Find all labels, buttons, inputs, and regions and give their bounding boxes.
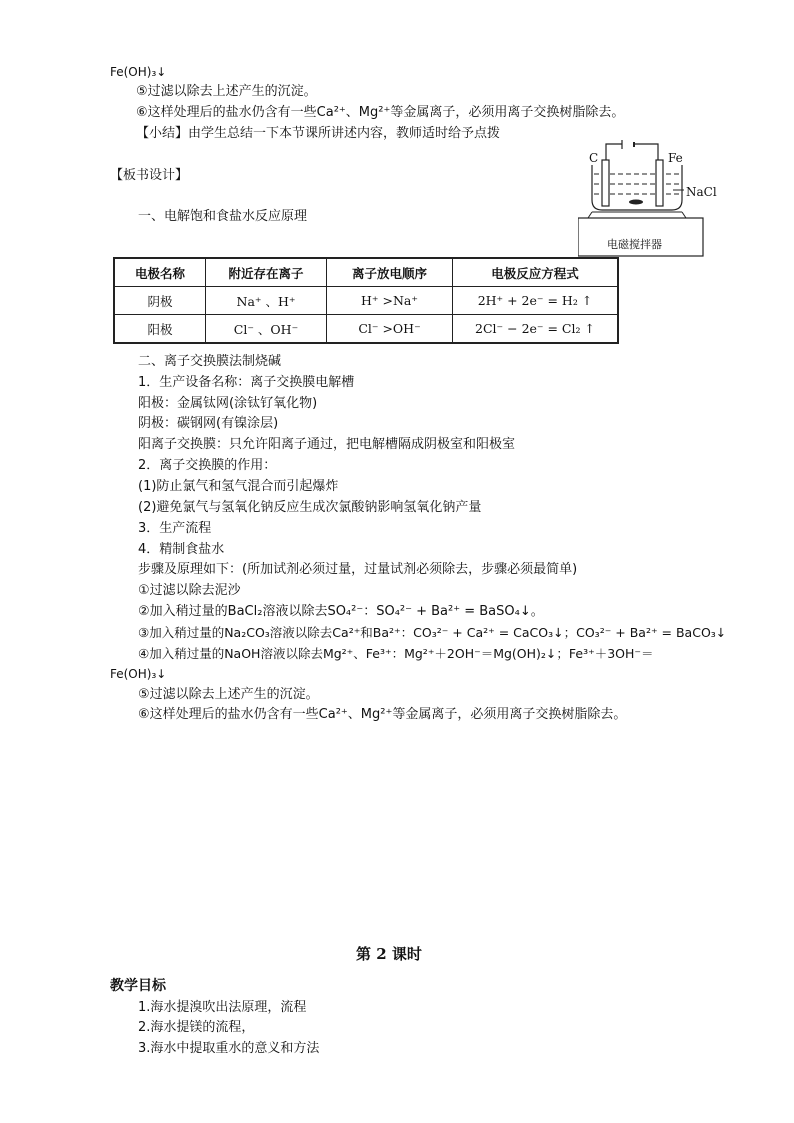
goal-item: 2.海水提镁的流程， — [138, 1020, 255, 1035]
table-cell: H⁺ >Na⁺ — [327, 287, 453, 315]
board-heading: 【板书设计】 — [110, 168, 189, 183]
body-line: 1．生产设备名称：离子交换膜电解槽 — [138, 375, 355, 390]
body-line: 步骤及原理如下：(所加试剂必须过量，过量试剂必须除去，步骤必须最简单) — [138, 562, 578, 577]
lesson2-title: 第 2 课时 — [356, 945, 422, 963]
step6-text: ⑥这样处理后的盐水仍含有一些Ca²⁺、Mg²⁺等金属离子，必须用离子交换树脂除去。 — [136, 105, 625, 120]
table-header-row — [114, 258, 618, 287]
table-cell: Cl⁻ 、OH⁻ — [206, 315, 327, 344]
table-header-cell: 附近存在离子 — [206, 258, 327, 287]
table-cell: 2Cl⁻ − 2e⁻ = Cl₂ ↑ — [453, 315, 619, 344]
body-line: (1)防止氯气和氢气混合而引起爆炸 — [138, 479, 339, 494]
goal-item: 1.海水提溴吹出法原理，流程 — [138, 1000, 307, 1015]
summary-text: 【小结】由学生总结一下本节课所讲述内容，教师适时给予点拨 — [136, 126, 501, 141]
step-line: ⑥这样处理后的盐水仍含有一些Ca²⁺、Mg²⁺等金属离子，必须用离子交换树脂除去。 — [138, 707, 627, 722]
step-line: Fe(OH)₃↓ — [110, 667, 167, 681]
step-line: ②加入稍过量的BaCl₂溶液以除去SO₄²⁻：SO₄²⁻ + Ba²⁺ = BaSO₄↓。 — [138, 604, 544, 619]
table-row — [114, 315, 618, 344]
body-line: 4．精制食盐水 — [138, 542, 225, 557]
electrode-c-label: C — [589, 151, 599, 165]
stirrer-label: 电磁搅拌器 — [607, 238, 662, 251]
table-header-cell: 电极反应方程式 — [453, 258, 619, 287]
table-cell: Cl⁻ >OH⁻ — [327, 315, 453, 344]
table-row — [114, 287, 618, 315]
table-cell: 2H⁺ + 2e⁻ = H₂ ↑ — [453, 287, 619, 315]
table-header-cell: 电极名称 — [114, 258, 206, 287]
step-line: ①过滤以除去泥沙 — [138, 583, 241, 598]
table-cell: 阳极 — [114, 315, 206, 344]
section1-title: 一、电解饱和食盐水反应原理 — [138, 209, 308, 224]
section2-title: 二、离子交换膜法制烧碱 — [138, 354, 282, 369]
body-line: 2．离子交换膜的作用： — [138, 458, 277, 473]
body-line: 阳极：金属钛网(涂钛钌氧化物) — [138, 396, 318, 411]
step-line: ④加入稍过量的NaOH溶液以除去Mg²⁺、Fe³⁺：Mg²⁺＋2OH⁻＝Mg(OH)₂↓；Fe³⁺＋3OH⁻＝ — [138, 646, 654, 661]
body-line: 阳离子交换膜：只允许阳离子通过，把电解槽隔成阴极室和阳极室 — [138, 437, 516, 452]
fe-oh3-text: Fe(OH)₃↓ — [110, 65, 167, 79]
table-header-cell: 离子放电顺序 — [327, 258, 453, 287]
body-line: 3．生产流程 — [138, 521, 212, 536]
goals-heading: 教学目标 — [110, 978, 166, 994]
step-line: ③加入稍过量的Na₂CO₃溶液以除去Ca²⁺和Ba²⁺：CO₃²⁻ + Ca²⁺ = CaCO₃↓；CO₃²⁻ + Ba²⁺ = BaCO₃↓ — [138, 625, 727, 640]
electrode-table — [113, 257, 619, 344]
body-line: (2)避免氯气与氢氧化钠反应生成次氯酸钠影响氢氧化钠产量 — [138, 500, 482, 515]
step-line: ⑤过滤以除去上述产生的沉淀。 — [138, 687, 319, 702]
nacl-label: NaCl — [686, 185, 717, 199]
table-cell: 阴极 — [114, 287, 206, 315]
goal-item: 3.海水中提取重水的意义和方法 — [138, 1041, 320, 1056]
body-line: 阴极：碳钢网(有镍涂层) — [138, 416, 279, 431]
electrode-fe-label: Fe — [668, 151, 683, 165]
step5-text: ⑤过滤以除去上述产生的沉淀。 — [136, 84, 317, 99]
table-cell: Na⁺ 、H⁺ — [206, 287, 327, 315]
